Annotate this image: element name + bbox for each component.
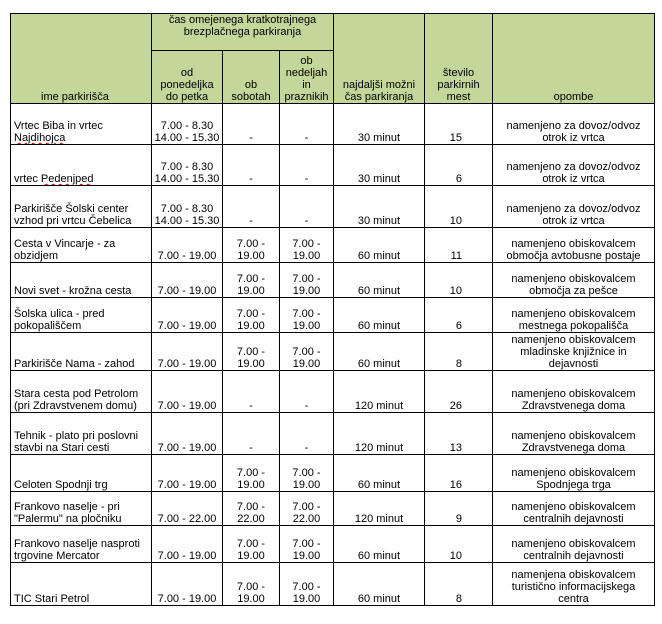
cell-max-time: 60 minut xyxy=(334,228,425,263)
table-row xyxy=(11,145,655,186)
cell-saturday: 7.00 - 19.00 xyxy=(223,455,280,492)
cell-name: Frankovo naselje - pri "Palermu" na pločniku xyxy=(11,492,152,526)
cell-weekdays: 7.00 - 19.00 xyxy=(152,413,223,455)
cell-weekdays: 7.00 - 22.00 xyxy=(152,492,223,526)
cell-saturday: 7.00 - 22.00 xyxy=(223,492,280,526)
cell-holidays: 7.00 - 19.00 xyxy=(280,228,334,263)
header-notes: opombe xyxy=(493,14,655,104)
cell-holidays: - xyxy=(280,371,334,413)
cell-weekdays: 7.00 - 8.30 14.00 - 15.30 xyxy=(152,104,223,145)
cell-name: Cesta v Vincarje - za obzidjem xyxy=(11,228,152,263)
header-name: ime parkirišča xyxy=(11,14,152,104)
parking-table xyxy=(10,13,655,606)
cell-spaces: 6 xyxy=(425,298,493,333)
table-row xyxy=(11,492,655,526)
cell-saturday: 7.00 - 19.00 xyxy=(223,333,280,371)
header-group: čas omejenega kratkotrajnega brezplačnega parkiranja xyxy=(152,14,334,51)
cell-weekdays: 7.00 - 19.00 xyxy=(152,263,223,298)
cell-spaces: 10 xyxy=(425,263,493,298)
cell-name: Parkirišče Šolski center vzhod pri vrtcu Čebelica xyxy=(11,186,152,228)
cell-max-time: 120 minut xyxy=(334,413,425,455)
cell-spaces: 10 xyxy=(425,526,493,563)
cell-weekdays: 7.00 - 19.00 xyxy=(152,228,223,263)
cell-holidays: 7.00 - 19.00 xyxy=(280,263,334,298)
cell-holidays: 7.00 - 19.00 xyxy=(280,563,334,606)
cell-saturday: - xyxy=(223,104,280,145)
cell-weekdays: 7.00 - 8.30 14.00 - 15.30 xyxy=(152,145,223,186)
cell-name: vrtec Pedenjped xyxy=(11,145,152,186)
cell-weekdays: 7.00 - 19.00 xyxy=(152,298,223,333)
cell-name: Vrtec Biba in vrtec Najdihojca xyxy=(11,104,152,145)
cell-holidays: - xyxy=(280,145,334,186)
cell-saturday: 7.00 - 19.00 xyxy=(223,298,280,333)
cell-name: Celoten Spodnji trg xyxy=(11,455,152,492)
cell-max-time: 60 minut xyxy=(334,526,425,563)
cell-saturday: 7.00 - 19.00 xyxy=(223,563,280,606)
cell-max-time: 120 minut xyxy=(334,492,425,526)
cell-max-time: 120 minut xyxy=(334,371,425,413)
cell-max-time: 30 minut xyxy=(334,186,425,228)
cell-saturday: - xyxy=(223,186,280,228)
cell-name: Novi svet - krožna cesta xyxy=(11,263,152,298)
cell-weekdays: 7.00 - 19.00 xyxy=(152,333,223,371)
cell-holidays: 7.00 - 19.00 xyxy=(280,455,334,492)
cell-notes: namenjeno obiskovalcem Zdravstvenega doma xyxy=(493,413,655,455)
cell-weekdays: 7.00 - 19.00 xyxy=(152,371,223,413)
cell-saturday: - xyxy=(223,371,280,413)
cell-holidays: - xyxy=(280,104,334,145)
cell-saturday: 7.00 - 19.00 xyxy=(223,263,280,298)
cell-notes: namenjeno obiskovalcem Spodnjega trga xyxy=(493,455,655,492)
table-row xyxy=(11,526,655,563)
table-row xyxy=(11,298,655,333)
header-weekdays: od ponedeljka do petka xyxy=(152,51,223,104)
cell-weekdays: 7.00 - 19.00 xyxy=(152,526,223,563)
cell-spaces: 8 xyxy=(425,333,493,371)
cell-name: Šolska ulica - pred pokopališčem xyxy=(11,298,152,333)
cell-name: Frankovo naselje nasproti trgovine Mercator xyxy=(11,526,152,563)
cell-notes: namenjeno za dovoz/odvoz otrok iz vrtca xyxy=(493,104,655,145)
cell-holidays: 7.00 - 19.00 xyxy=(280,333,334,371)
cell-max-time: 60 minut xyxy=(334,563,425,606)
cell-name: Stara cesta pod Petrolom (pri Zdravstvenem domu) xyxy=(11,371,152,413)
cell-spaces: 15 xyxy=(425,104,493,145)
cell-notes: namenjeno obiskovalcem območja za pešce xyxy=(493,263,655,298)
table-body xyxy=(11,104,655,606)
cell-spaces: 9 xyxy=(425,492,493,526)
header-holidays: ob nedeljah in praznikih xyxy=(280,51,334,104)
cell-saturday: 7.00 - 19.00 xyxy=(223,526,280,563)
cell-spaces: 26 xyxy=(425,371,493,413)
cell-holidays: - xyxy=(280,186,334,228)
cell-spaces: 11 xyxy=(425,228,493,263)
cell-spaces: 6 xyxy=(425,145,493,186)
cell-notes: namenjeno za dovoz/odvoz otrok iz vrtca xyxy=(493,186,655,228)
table-row xyxy=(11,263,655,298)
cell-notes: namenjena obiskovalcem turistično informacijskega centra xyxy=(493,563,655,606)
cell-spaces: 13 xyxy=(425,413,493,455)
cell-name: TIC Stari Petrol xyxy=(11,563,152,606)
table-header xyxy=(11,14,655,104)
cell-holidays: 7.00 - 19.00 xyxy=(280,526,334,563)
cell-notes: namenjeno obiskovalcem območja avtobusne postaje xyxy=(493,228,655,263)
cell-max-time: 30 minut xyxy=(334,145,425,186)
cell-weekdays: 7.00 - 8.30 14.00 - 15.30 xyxy=(152,186,223,228)
cell-weekdays: 7.00 - 19.00 xyxy=(152,455,223,492)
cell-max-time: 30 minut xyxy=(334,104,425,145)
cell-holidays: - xyxy=(280,413,334,455)
header-saturday: ob sobotah xyxy=(223,51,280,104)
cell-notes: namenjeno obiskovalcem centralnih dejavnosti xyxy=(493,492,655,526)
parking-table-sheet xyxy=(10,13,655,606)
cell-weekdays: 7.00 - 19.00 xyxy=(152,563,223,606)
cell-notes: namenjeno obiskovalcem mestnega pokopališča xyxy=(493,298,655,333)
cell-max-time: 60 minut xyxy=(334,263,425,298)
cell-name: Tehnik - plato pri poslovni stavbi na Stari cesti xyxy=(11,413,152,455)
cell-notes: namenjeno obiskovalcem centralnih dejavnosti xyxy=(493,526,655,563)
cell-saturday: 7.00 - 19.00 xyxy=(223,228,280,263)
cell-max-time: 60 minut xyxy=(334,333,425,371)
cell-saturday: - xyxy=(223,413,280,455)
table-row xyxy=(11,413,655,455)
cell-name: Parkirišče Nama - zahod xyxy=(11,333,152,371)
cell-spaces: 8 xyxy=(425,563,493,606)
table-row xyxy=(11,186,655,228)
cell-holidays: 7.00 - 22.00 xyxy=(280,492,334,526)
header-max-time: najdaljši možni čas parkiranja xyxy=(334,14,425,104)
cell-holidays: 7.00 - 19.00 xyxy=(280,298,334,333)
table-row xyxy=(11,104,655,145)
cell-max-time: 60 minut xyxy=(334,298,425,333)
cell-spaces: 16 xyxy=(425,455,493,492)
cell-notes: namenjeno obiskovalcem Zdravstvenega doma xyxy=(493,371,655,413)
table-row xyxy=(11,371,655,413)
header-spaces: število parkirnih mest xyxy=(425,14,493,104)
cell-spaces: 10 xyxy=(425,186,493,228)
cell-notes: namenjeno obiskovalcem mladinske knjižnice in dejavnosti xyxy=(493,333,655,371)
cell-max-time: 60 minut xyxy=(334,455,425,492)
table-row xyxy=(11,455,655,492)
cell-saturday: - xyxy=(223,145,280,186)
table-row xyxy=(11,333,655,371)
table-row xyxy=(11,563,655,606)
cell-notes: namenjeno za dovoz/odvoz otrok iz vrtca xyxy=(493,145,655,186)
table-row xyxy=(11,228,655,263)
